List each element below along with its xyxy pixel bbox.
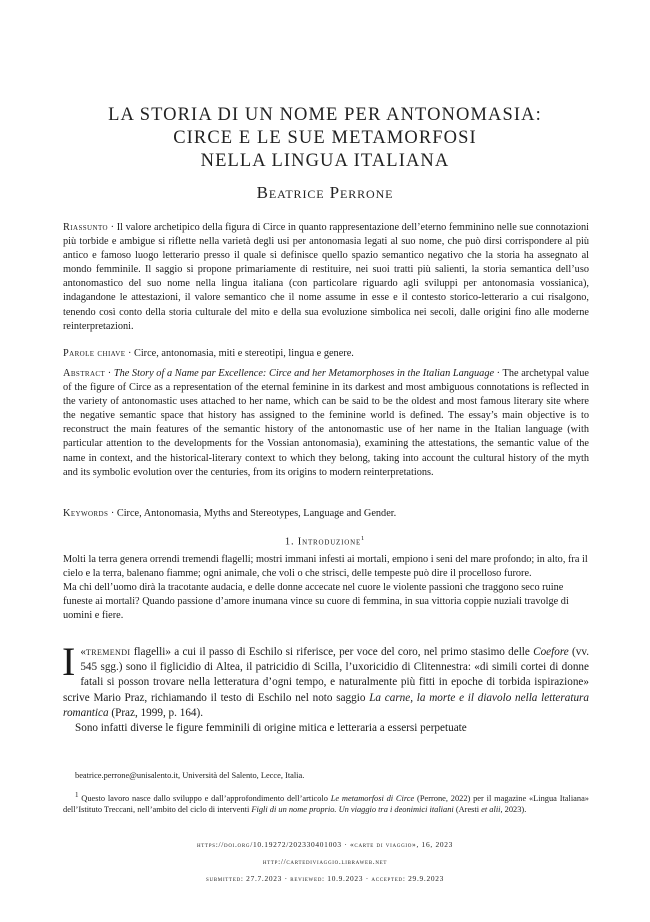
abstract-separator: ·: [105, 368, 114, 379]
section-heading: [40, 535, 610, 548]
abstract-block: [63, 367, 589, 480]
footnote-1-part-d: , 2023).: [500, 805, 527, 815]
coefore-title: Coefore: [533, 646, 569, 658]
body-p1-part-b: (vv. 545 sgg.) sono il figlicidio di Altea, il patricidio di Scilla, l’uxoricidio di Clitennestra: «di simili cortei di donne fatali si posson trovare nella letteratura d’ogni tempo, e naturalmente più fitti in epoche di torbida ispirazione» scrive Mario Praz, richiamando il testo di Eschilo nel noto saggio: [63, 646, 589, 704]
riassunto-block: [63, 221, 589, 334]
body-paragraph-1: [62, 639, 589, 721]
body-p1-part-c: (Praz, 1999, p. 164).: [108, 706, 204, 719]
footnote-1-italic-2: Figli di un nome proprio. Un viaggio tra i deonimici italiani: [251, 805, 454, 815]
footer-url: http://cartediviaggio.libraweb.net: [262, 857, 388, 866]
footnotes: [63, 770, 589, 816]
body-text: [62, 639, 589, 736]
keywords-text: · Circe, Antonomasia, Myths and Stereotypes, Language and Gender.: [108, 508, 397, 519]
parole-chiave-block: [63, 347, 589, 361]
keywords-label: Keywords: [63, 508, 109, 519]
small-caps-word: tremendi: [85, 646, 131, 658]
parole-chiave-label: Parole chiave: [63, 348, 126, 359]
riassunto-text: · Il valore archetipico della figura di Circe in quanto rappresentazione dell’eterno femminino nelle sue connotazioni più torbide e ambigue si riflette nella varietà degli usi per antonomasia legati al suo nome, che può dirsi corrispondere al più antico e famoso luogo letterario presso il quale si definisce quello spazio semantico negativo che la storia ha assegnato al mondo femminile. Il saggio si propone primariamente di restituire, nei suoi tratti più salienti, la storia semantica dell’uso antonomastico del suo nome nella lingua italiana (con particolare riguardo agli sviluppi per antonomasia vossianica), indagandone le attestazioni, il valore semantico che il nome assume in esse e il contesto storico-letterario a cui risalgono, tenendo così conto della storia culturale del mito e della sua evoluzione simbolica nei secoli, dalle origini fino alle moderne reinterpretazioni.: [63, 222, 589, 332]
abstract-english-title: The Story of a Name par Excellence: Circe and her Metamorphoses in the Italian Language: [113, 368, 495, 379]
footnote-1-italic-1: Le metamorfosi di Circe: [330, 793, 415, 803]
abstract-paragraph: [63, 367, 589, 480]
body-p1-part-a: flagelli» a cui il passo di Eschilo si riferisce, per voce del coro, nel primo stasimo delle: [130, 646, 534, 658]
title-line-1: LA STORIA DI UN NOME PER ANTONOMASIA:: [108, 105, 542, 125]
title-line-3: NELLA LINGUA ITALIANA: [200, 151, 450, 171]
author-name: Beatrice Perrone: [256, 183, 394, 202]
epigraph-paragraph-2: Ma chi dell’uomo dirà la tracotante audacia, e delle donne accecate nel cuore le violente passioni che traggono seco ruine funeste ai mortali? Quando passione d’amore inumana vince su cuore di femmina, in sua vittoria coppie nuziali travolge di uomini e fiere.: [63, 582, 569, 622]
keywords-block: [63, 507, 589, 521]
keywords-paragraph: [63, 507, 589, 521]
footnote-1-italic-3: et alii: [481, 805, 501, 815]
section-title: 1. Introduzione: [284, 536, 362, 548]
footnote-1-number: 1: [75, 790, 79, 799]
article-title: [40, 104, 610, 173]
footnote-1-part-a: Questo lavoro nasce dallo sviluppo e dall’approfondimento dell’articolo: [78, 793, 331, 803]
footnote-1-part-c: (Aresti: [453, 805, 482, 815]
book-title: La carne, la morte e il diavolo nella letteratura romantica: [63, 691, 589, 719]
section-footnote-mark: 1: [361, 535, 366, 542]
footnote-1: [63, 790, 589, 816]
parole-chiave-text: · Circe, antonomasia, miti e stereotipi, lingua e genere.: [125, 348, 354, 359]
abstract-label: Abstract: [63, 368, 106, 379]
footer-doi: https://doi.org/10.19272/202330401003 · «carte di viaggio», 16, 2023: [196, 840, 454, 849]
author-email-note: beatrice.perrone@unisalento.it, Università del Salento, Lecce, Italia.: [75, 771, 305, 780]
riassunto-paragraph: [63, 221, 589, 334]
drop-cap: I: [62, 639, 76, 684]
abstract-text: · The archetypal value of the figure of Circe as a representation of the eternal feminine in its darkest and most ambiguous connotations is reflected in the variety of antonomastic uses attached to her name, which can be said to be the oldest and most famous literary site where the negative semantic space that history has assigned to the feminine world is defined. The essay’s main objective is to reconstruct the main features of the semantic history of the antonomastic use of her name in the Italian language (with particular attention to the developments for the Vossian antonomasia), examining the attestations, the semantic value of the name in context, and the historical-literary context to which they belong, taking into account the cultural history of the myth and its symbolic evolution over the centuries, from its origins to modern reinterpretations.: [63, 368, 589, 478]
riassunto-label: Riassunto: [63, 222, 108, 233]
epigraph-paragraph-1: Molti la terra genera orrendi tremendi flagelli; mostri immani infesti ai mortali, empiono i seni del mare profondo; in alto, fra il cielo e la terra, balenano fiamme; ogni animale, che voli o che strisci, delle tempeste può dire il procelloso furore.: [63, 554, 588, 580]
epigraph: [63, 553, 589, 623]
parole-chiave-paragraph: [63, 347, 589, 361]
title-line-2: CIRCE E LE SUE METAMORFOSI: [173, 128, 477, 148]
open-quote: «: [80, 646, 86, 658]
body-paragraph-2: Sono infatti diverse le figure femminili di origine mitica e letteraria a essersi perpetuate: [75, 722, 467, 735]
footer-dates: submitted: 27.7.2023 · reviewed: 10.9.2023 · accepted: 29.9.2023: [205, 874, 445, 883]
footnote-1-part-b: (Perrone, 2022) per il magazine «Lingua Italiana» dell’Istituto Treccani, nell’ambito del ciclo di interventi: [63, 793, 589, 815]
